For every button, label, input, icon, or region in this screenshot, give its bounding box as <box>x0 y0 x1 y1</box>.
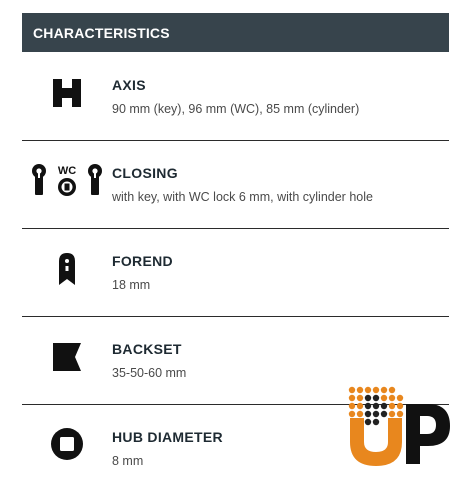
forend-title: FOREND <box>112 253 173 269</box>
hub-diameter-value: 8 mm <box>112 454 144 468</box>
forend-value: 18 mm <box>112 278 151 292</box>
characteristics-title: CHARACTERISTICS <box>33 24 170 41</box>
closing-icon <box>22 141 112 229</box>
characteristic-row-axis <box>22 53 449 141</box>
closing-value: with key, with WC lock 6 mm, with cylinder hole <box>112 190 373 204</box>
axis-value: 90 mm (key), 96 mm (WC), 85 mm (cylinder) <box>112 102 360 116</box>
axis-icon <box>22 53 112 141</box>
axis-title: AXIS <box>112 77 146 93</box>
closing-title: CLOSING <box>112 165 178 181</box>
up-logo <box>346 384 456 468</box>
hub-diameter-title: HUB DIAMETER <box>112 429 223 445</box>
backset-title: BACKSET <box>112 341 182 357</box>
characteristic-row-closing <box>22 141 449 229</box>
hub-diameter-icon <box>22 405 112 493</box>
characteristic-row-forend <box>22 229 449 317</box>
wc-label: WC <box>57 165 77 177</box>
forend-icon <box>22 229 112 317</box>
characteristics-header <box>22 13 449 52</box>
backset-value: 35-50-60 mm <box>112 366 187 380</box>
backset-icon <box>22 317 112 405</box>
